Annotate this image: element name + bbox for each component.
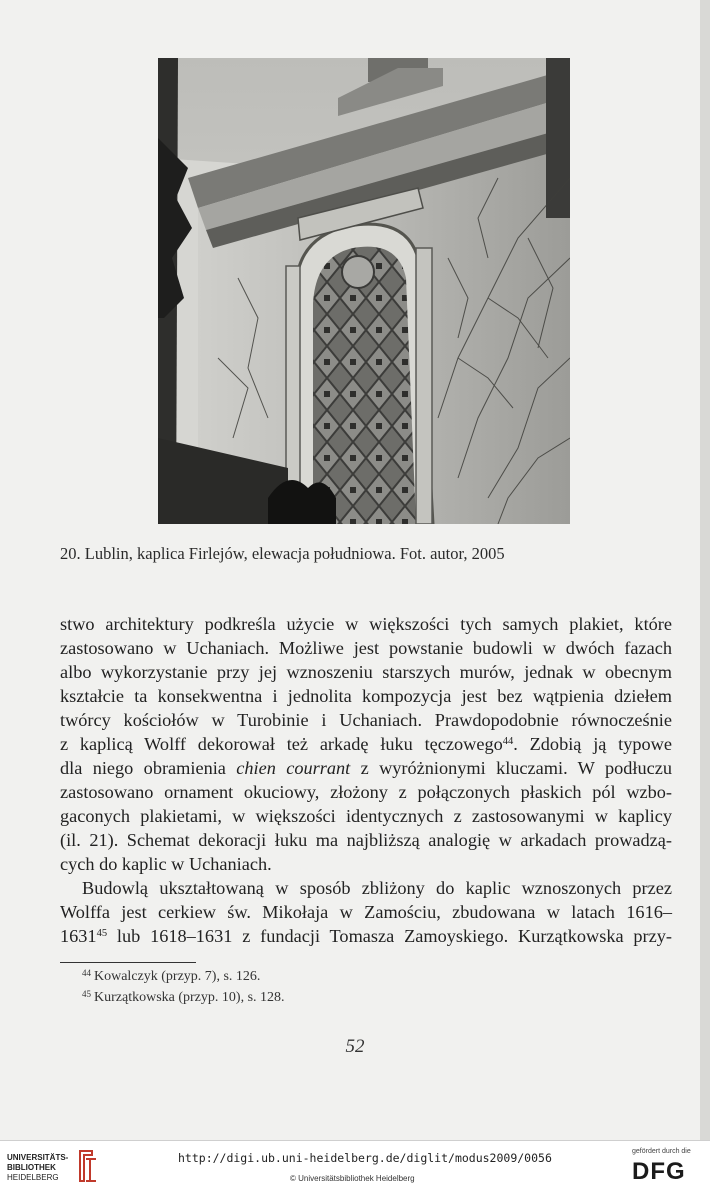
text-line: Budowlą ukształtowaną w sposób zbliżony do kaplic wznoszonych przez [82,878,672,898]
line-text: 1631 [60,926,97,946]
footnote-44 [82,969,260,985]
italic-term: chien courrant [236,758,351,778]
line-text: . Zdobią ją typowe [513,734,672,754]
copyright-notice: © Universitätsbibliothek Heidelberg [290,1174,415,1183]
page-number: 52 [345,1036,365,1057]
footnote-text: Kowalczyk (przyp. 7), s. 126. [94,969,261,984]
university-logo-icon [74,1147,100,1190]
line-text: z wyróżnionymi kluczami. W podłuczu [350,758,672,778]
digitization-footer [0,1140,710,1192]
line-text: lub 1618–1631 z fundacji Tomasza Zamoyskiego. Kurzątkowska przy- [107,926,672,946]
paragraph-1 [60,612,672,876]
text-line: zastosowano ornament okuciowy, złożony z połączonych płaskich pól wzbo- [60,782,672,802]
footnote-ref-44[interactable]: 44 [502,736,514,747]
library-line: UNIVERSITÄTS- [7,1153,69,1162]
text-line: twórcy kościołów w Turobinie i Uchaniach. Prawdopodobnie równocześnie [60,710,672,730]
text-line: Wolffa jest cerkiew św. Mikołaja w Zamościu, zbudowana w latach 1616– [60,902,672,922]
text-line [60,732,672,756]
source-url-link[interactable]: http://digi.ub.uni-heidelberg.de/diglit/modus2009/0056 [178,1151,552,1165]
line-text: z kaplicą Wolff dekorował też arkadę łuku tęczowego [60,734,503,754]
footnote-45 [82,990,285,1006]
dfg-logo: DFG [632,1158,686,1185]
library-line: HEIDELBERG [7,1173,59,1182]
text-line: kształcie ta konsekwentna i jednolita kompozycja jest bez wątpienia dziełem [60,686,672,706]
footnote-separator [60,962,196,963]
text-line: gaconych plakietami, w większości identycznych z zastosowanymi w kaplicy [60,806,672,826]
funded-by-label: gefördert durch die [632,1148,691,1155]
text-line: (il. 21). Schemat dekoracji łuku ma najbliższą analogię w arkadach prowadzą- [60,830,672,850]
footnote-number: 44 [82,968,91,978]
text-line: stwo architektury podkreśla użycie w większości tych samych plakiet, które [60,614,672,634]
text-line [60,924,672,948]
figure-caption: 20. Lublin, kaplica Firlejów, elewacja południowa. Fot. autor, 2005 [60,544,505,563]
footnote-number: 45 [82,989,91,999]
text-line: albo wykorzystanie przy jej wznoszeniu starszych murów, jednak w obecnym [60,662,672,682]
text-line: zastosowano w Uchaniach. Możliwe jest powstanie budowli w dwóch fazach [60,638,672,658]
footnote-text: Kurzątkowska (przyp. 10), s. 128. [94,990,285,1005]
paragraph-2 [60,876,672,948]
library-line: BIBLIOTHEK [7,1163,56,1172]
library-name [7,1153,68,1183]
page-edge [700,0,710,1140]
chapel-window-photo [158,58,570,524]
line-text: dla niego obramienia [60,758,237,778]
text-line: cych do kaplic w Uchaniach. [60,854,272,874]
footnote-ref-45[interactable]: 45 [96,928,108,939]
text-line [60,756,672,780]
